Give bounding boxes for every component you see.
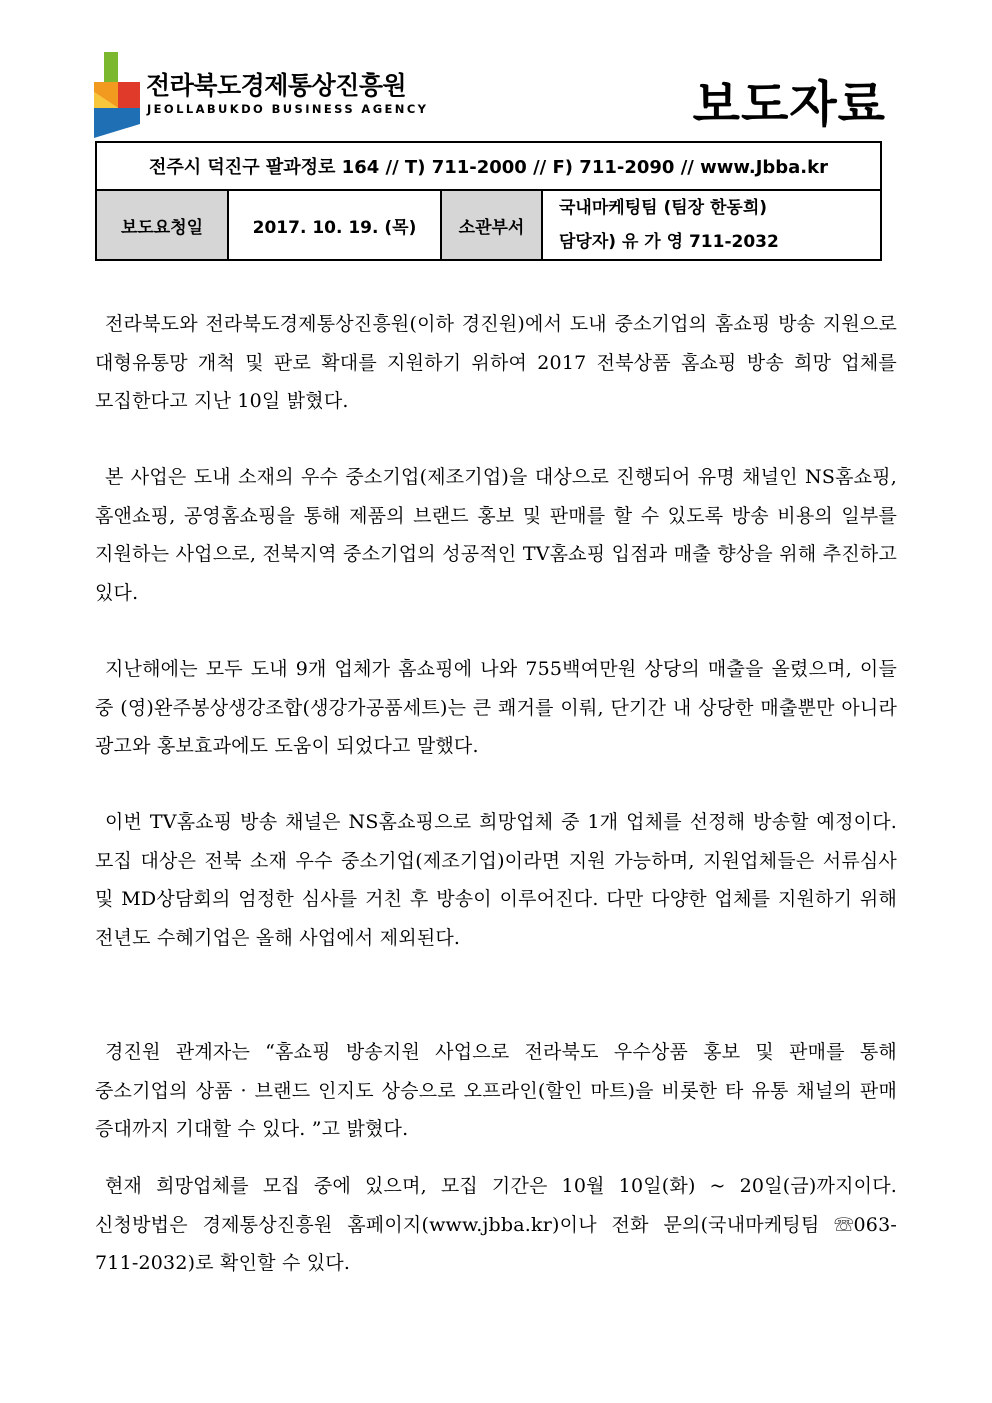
agency-name: 전라북도경제통상진흥원 <box>146 71 407 100</box>
press-info-table <box>95 141 882 261</box>
department-value <box>542 190 881 260</box>
paragraph-6: 현재 희망업체를 모집 중에 있으며, 모집 기간은 10월 10일(화) ~ 20일(금)까지이다. 신청방법은 경제통상진흥원 홈페이지(www.jbba.kr)이나 전화 문의(국내마케팅팀 ☏063-711-2032)로 확인할 수 있다. <box>95 1175 897 1275</box>
department-team: 국내마케팅팀 (팀장 한동희) <box>559 198 768 218</box>
paragraph-5: 경진원 관계자는 “홈쇼핑 방송지원 사업으로 전라북도 우수상품 홍보 및 판매를 통해 중소기업의 상품 · 브랜드 인지도 상승으로 오프라인(할인 마트)을 비롯한 타 유통 채널의 판매 증대까지 기대할 수 있다. ”고 밝혔다. <box>95 1041 897 1141</box>
department-contact: 담당자) 유 가 영 711-2032 <box>559 232 779 252</box>
request-date-label: 보도요청일 <box>96 190 228 260</box>
agency-name-en: JEOLLABUKDO BUSINESS AGENCY <box>147 102 429 116</box>
document-header <box>94 52 894 142</box>
paragraph-3: 지난해에는 모두 도내 9개 업체가 홈쇼핑에 나와 755백여만원 상당의 매출을 올렸으며, 이들 중 (영)완주봉상생강조합(생강가공품세트)는 큰 쾌거를 이뤄, 단기간 내 상당한 매출뿐만 아니라 광고와 홍보효과에도 도움이 되었다고 말했다. <box>95 658 897 758</box>
document-type-title: 보도자료 <box>692 76 886 133</box>
paragraph-4: 이번 TV홈쇼핑 방송 채널은 NS홈쇼핑으로 희망업체 중 1개 업체를 선정해 방송할 예정이다. 모집 대상은 전북 소재 우수 중소기업(제조기업)이라면 지원 가능하며, 지원업체들은 서류심사 및 MD상담회의 엄정한 심사를 거친 후 방송이 이루어진다. 다만 다양한 업체를 지원하기 위해 전년도 수혜기업은 올해 사업에서 제외된다. <box>95 811 897 949</box>
paragraph-2: 본 사업은 도내 소재의 우수 중소기업(제조기업)을 대상으로 진행되어 유명 채널인 NS홈쇼핑, 홈앤쇼핑, 공영홈쇼핑을 통해 제품의 브랜드 홍보 및 판매를 할 수 있도록 방송 비용의 일부를 지원하는 사업으로, 전북지역 중소기업의 성공적인 TV홈쇼핑 입점과 매출 향상을 위해 추진하고 있다. <box>95 466 897 604</box>
paragraph-1: 전라북도와 전라북도경제통상진흥원(이하 경진원)에서 도내 중소기업의 홈쇼핑 방송 지원으로 대형유통망 개척 및 판로 확대를 지원하기 위하여 2017 전북상품 홈쇼핑 방송 희망 업체를 모집한다고 지난 10일 밝혔다. <box>95 313 897 413</box>
agency-logo-icon <box>94 52 140 138</box>
department-label: 소관부서 <box>441 190 542 260</box>
request-date-value: 2017. 10. 19. (목) <box>228 190 441 260</box>
contact-line: 전주시 덕진구 팔과정로 164 // T) 711-2000 // F) 711-2090 // www.Jbba.kr <box>96 142 881 190</box>
